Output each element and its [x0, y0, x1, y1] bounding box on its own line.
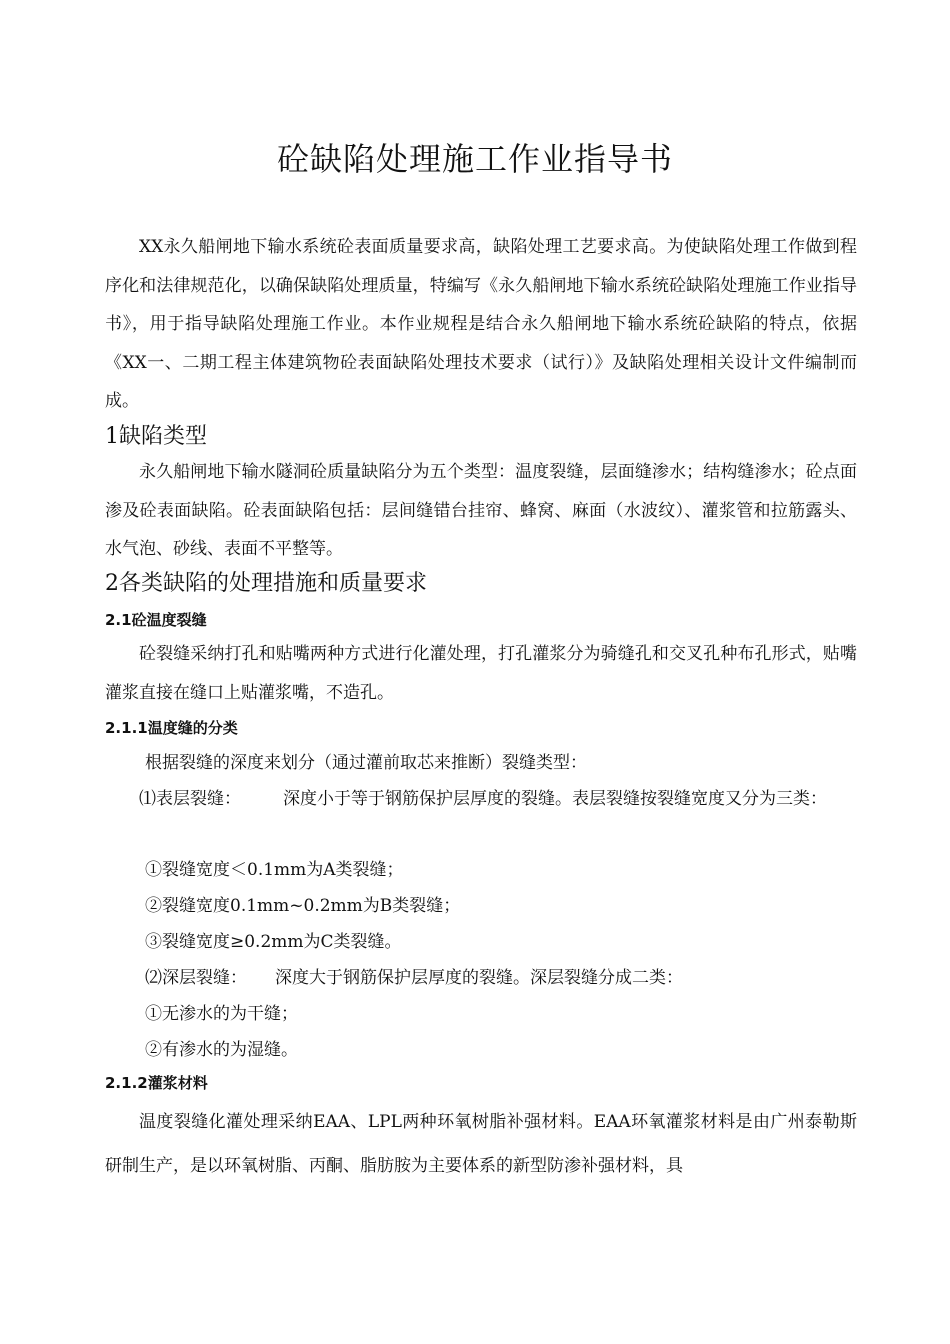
surface-crack-label: ⑴表层裂缝： — [139, 789, 241, 809]
section-2-heading: 2各类缺陷的处理措施和质量要求 — [105, 571, 427, 596]
section-2-1-paragraph: 砼裂缝采纳打孔和贴嘴两种方式进行化灌处理，打孔灌浆分为骑缝孔和交叉孔种布孔形式，贴嘴灌浆直接在缝口上贴灌浆嘴，不造孔。 — [105, 644, 857, 703]
deep-crack-label: ⑵深层裂缝： — [145, 968, 247, 988]
surface-crack-paragraph — [105, 780, 857, 819]
surface-crack-text: 深度小于等于钢筋保护层厚度的裂缝。表层裂缝按裂缝宽度又分为三类： — [283, 789, 827, 809]
intro-paragraph: XX永久船闸地下输水系统砼表面质量要求高，缺陷处理工艺要求高。为使缺陷处理工作做到程序化和法律规范化，以确保缺陷处理质量，特编写《永久船闸地下输水系统砼缺陷处理施工作业指导书》，用于指导缺陷处理施工作业。本作业规程是结合永久船闸地下输水系统砼缺陷的特点，依据《XX一、二期工程主体建筑物砼表面缺陷处理技术要求（试行）》及缺陷处理相关设计文件编制而成。 — [105, 237, 858, 411]
surface-crack-item-a: ①裂缝宽度＜0.1mm为A类裂缝； — [145, 860, 404, 880]
deep-crack-item-dry: ①无渗水的为干缝； — [145, 1004, 298, 1024]
grout-material-paragraph: 温度裂缝化灌处理采纳EAA、LPL两种环氧树脂补强材料。EAA环氧灌浆材料是由广州泰勒斯研制生产，是以环氧树脂、丙酮、脂肪胺为主要体系的新型防渗补强材料，具 — [105, 1112, 857, 1176]
deep-crack-item-wet: ②有渗水的为湿缝。 — [145, 1040, 298, 1060]
deep-crack-text: 深度大于钢筋保护层厚度的裂缝。深层裂缝分成二类： — [275, 968, 683, 988]
section-1-heading: 1缺陷类型 — [105, 424, 207, 449]
surface-crack-item-b: ②裂缝宽度0.1mm~0.2mm为B类裂缝； — [145, 896, 461, 916]
deep-crack-line — [145, 963, 683, 993]
section-2-1-heading: 2.1砼温度裂缝 — [105, 611, 207, 629]
crack-classification-intro: 根据裂缝的深度来划分（通过灌前取芯来推断）裂缝类型： — [145, 753, 587, 773]
document-title: 砼缺陷处理施工作业指导书 — [276, 140, 673, 178]
surface-crack-item-c: ③裂缝宽度≥0.2mm为C类裂缝。 — [145, 932, 402, 952]
section-1-paragraph: 永久船闸地下输水隧洞砼质量缺陷分为五个类型：温度裂缝，层面缝渗水；结构缝渗水；砼点面渗及砼表面缺陷。砼表面缺陷包括：层间缝错台挂帘、蜂窝、麻面（水波纹）、灌浆管和拉筋露头、水气泡、砂线、表面不平整等。 — [105, 462, 857, 559]
section-2-1-1-heading: 2.1.1温度缝的分类 — [105, 719, 238, 737]
section-2-1-2-heading: 2.1.2灌浆材料 — [105, 1074, 208, 1092]
